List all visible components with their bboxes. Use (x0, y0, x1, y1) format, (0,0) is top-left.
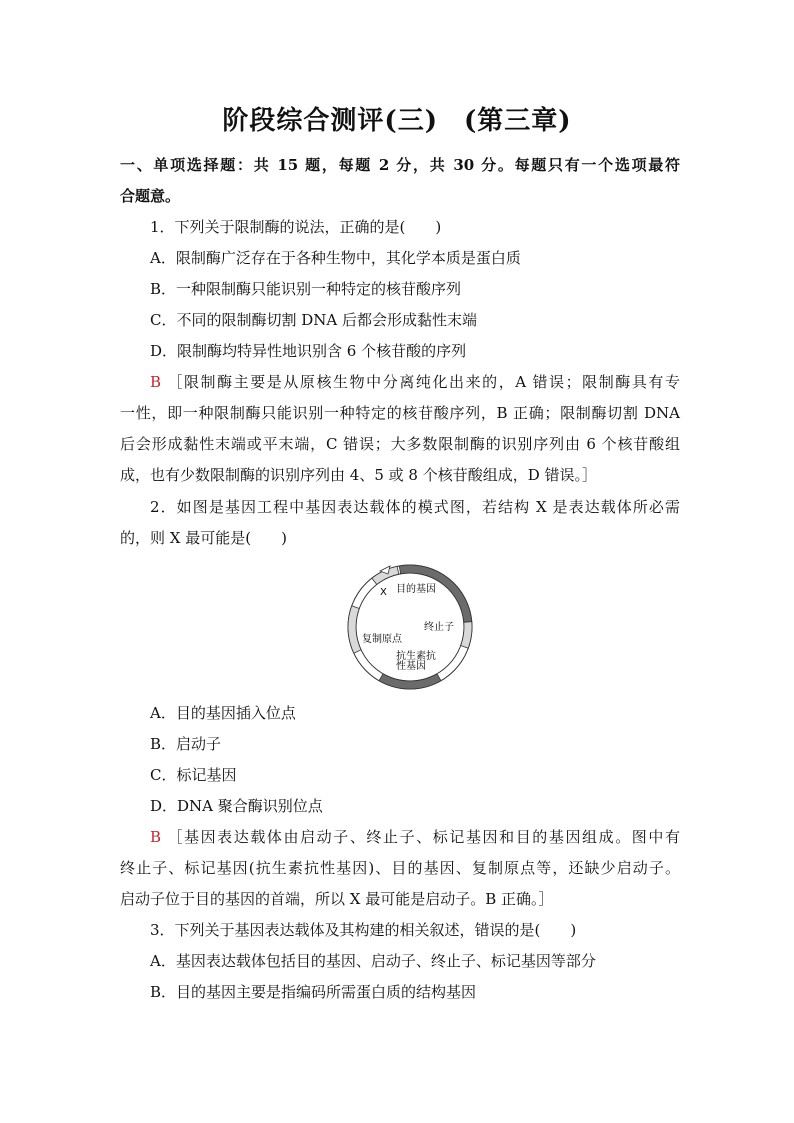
q2-stem-line-1: 2．如图是基因工程中基因表达载体的模式图，若结构 X 是表达载体所必需 (150, 498, 680, 516)
segment-terminator (461, 622, 472, 649)
q2-stem-line-2: 的，则 X 最可能是( ) (120, 529, 287, 547)
label-resistance-line-2: 性基因 (396, 661, 426, 672)
q1-explanation-line-1: B ［限制酶主要是从原核生物中分离纯化出来的，A 错误；限制酶具有专 (150, 373, 680, 391)
q1-explanation-line-3: 后会形成黏性末端或平末端，C 错误；大多数限制酶的识别序列由 6 个核苷酸组 (120, 435, 680, 453)
q2-explanation-line-3: 启动子位于目的基因的首端，所以 X 最可能是启动子。B 正确。］ (120, 890, 554, 908)
label-x: X (380, 587, 387, 598)
title-main: 阶段综合测评(三) (222, 106, 438, 136)
section-heading-line-2: 合题意。 (120, 187, 181, 205)
q1-option-c: C．不同的限制酶切割 DNA 后都会形成黏性末端 (150, 311, 477, 329)
q3-option-a: A．基因表达载体包括目的基因、启动子、终止子、标记基因等部分 (150, 952, 596, 970)
q2-answer: B (150, 828, 162, 846)
q1-answer: B (150, 373, 162, 391)
q2-option-c: C．标记基因 (150, 766, 237, 784)
q1-stem: 1．下列关于限制酶的说法，正确的是( ) (150, 218, 442, 236)
segment-origin (348, 606, 361, 653)
title-chapter: (第三章) (464, 106, 572, 136)
q1-option-d: D．限制酶均特异性地识别含 6 个核苷酸的序列 (150, 342, 467, 360)
segment-resistance-gene (379, 674, 441, 689)
q2-explanation-line-2: 终止子、标记基因(抗生素抗性基因)、目的基因、复制原点等，还缺少启动子。 (120, 859, 680, 877)
label-target-gene: 目的基因 (396, 584, 436, 595)
q2-option-b: B．启动子 (150, 735, 222, 753)
q2-option-a: A．目的基因插入位点 (150, 704, 296, 722)
label-resistance-line-1: 抗生素抗 (396, 651, 436, 662)
q2-option-d: D．DNA 聚合酶识别位点 (150, 797, 323, 815)
label-origin: 复制原点 (362, 634, 402, 645)
label-terminator: 终止子 (424, 622, 454, 633)
q2-explanation-line-1: B ［基因表达载体由启动子、终止子、标记基因和目的基因组成。图中有 (150, 828, 680, 846)
section-heading-line-1: 一、单项选择题：共 15 题，每题 2 分，共 30 分。每题只有一个选项最符 (120, 156, 680, 174)
q1-explanation-line-4: 成，也有少数限制酶的识别序列由 4、5 或 8 个核苷酸组成，D 错误。］ (120, 466, 598, 484)
page-title (0, 100, 794, 137)
q1-option-b: B．一种限制酶只能识别一种特定的核苷酸序列 (150, 280, 462, 298)
q1-option-a: A．限制酶广泛存在于各种生物中，其化学本质是蛋白质 (150, 249, 521, 267)
expression-vector-diagram (340, 562, 480, 692)
q3-option-b: B．目的基因主要是指编码所需蛋白质的结构基因 (150, 983, 477, 1001)
q3-stem: 3．下列关于基因表达载体及其构建的相关叙述，错误的是( ) (150, 921, 577, 939)
q1-explanation-line-2: 一性，即一种限制酶只能识别一种特定的核苷酸序列，B 正确；限制酶切割 DNA (120, 404, 680, 422)
